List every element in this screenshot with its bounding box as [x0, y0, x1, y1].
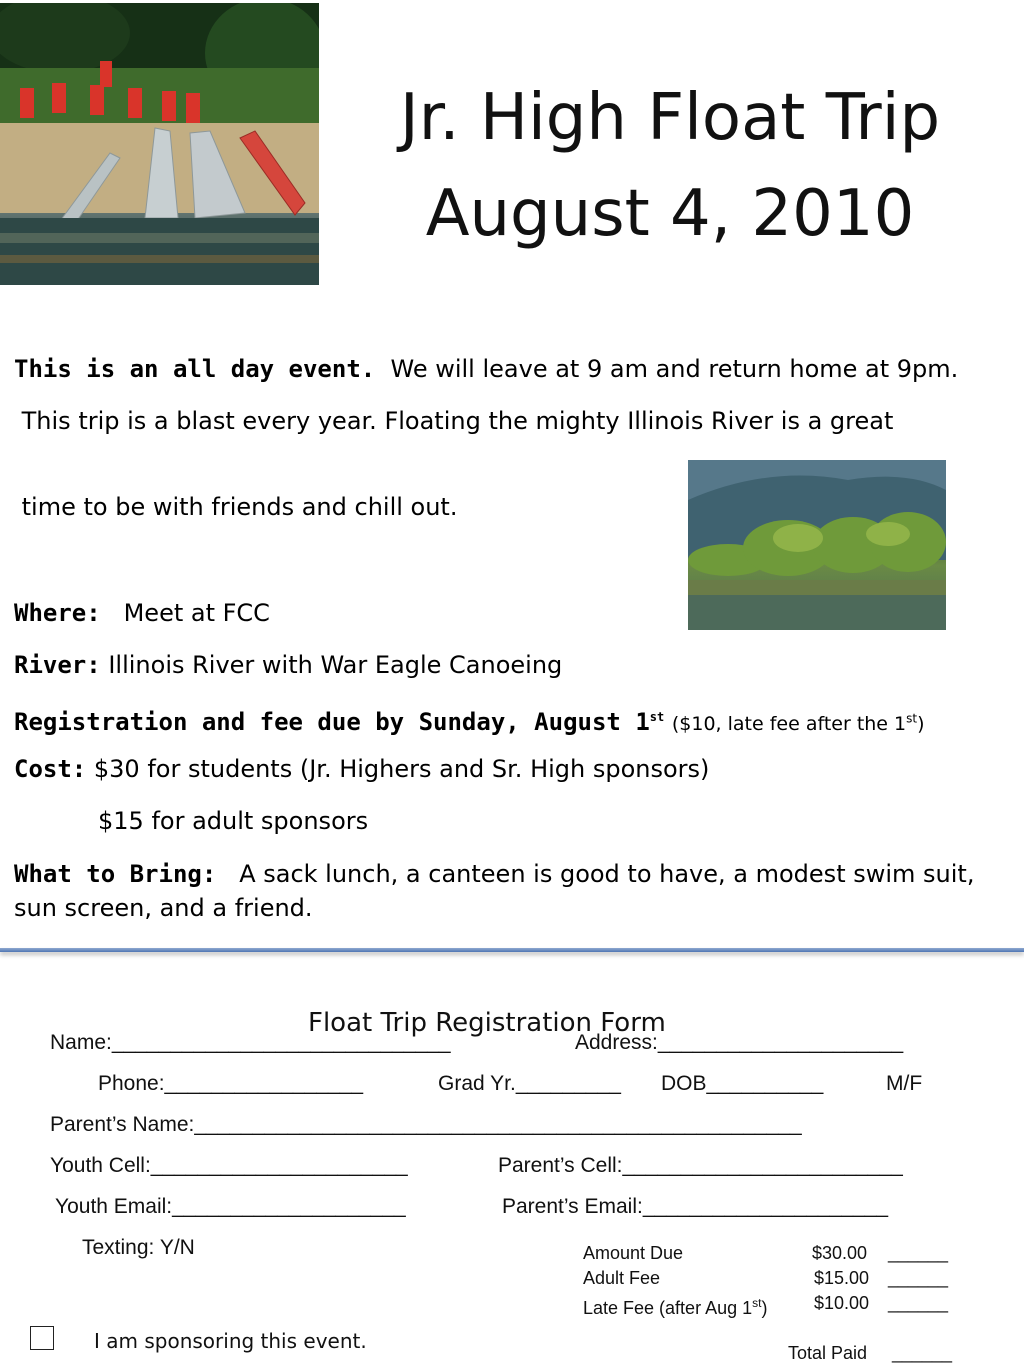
adult-fee-blank[interactable]: ______ [888, 1268, 949, 1288]
late-fee-sup: st [752, 1296, 762, 1310]
title-line-2: August 4, 2010 [425, 177, 915, 251]
intro-line-1 [14, 352, 1004, 386]
form-title: Float Trip Registration Form [308, 1008, 666, 1038]
intro-line-3-text: time to be with friends and chill out. [21, 493, 458, 521]
registration-label-text: Registration and fee due by Sunday, August 1 [14, 708, 650, 736]
section-divider [0, 948, 1024, 952]
where-value: Meet at FCC [123, 599, 270, 627]
bring-row [14, 857, 989, 925]
youth-email-field[interactable]: Youth Email:____________________ [55, 1195, 406, 1218]
amount-due-blank[interactable]: ______ [888, 1243, 949, 1263]
bring-value: A sack lunch, a canteen is good to have, a modest swim suit, sun screen, and a friend. [14, 860, 975, 922]
river-label: River: [14, 651, 101, 679]
grad-year-field[interactable]: Grad Yr._________ [438, 1072, 621, 1095]
river-row [14, 648, 1004, 682]
dob-field[interactable]: DOB__________ [661, 1072, 824, 1095]
registration-note-sup: st [906, 711, 918, 726]
page-title [350, 70, 990, 262]
late-fee-label [583, 1291, 767, 1321]
total-paid-blank[interactable]: ______ [892, 1343, 953, 1363]
intro-line-2 [14, 404, 944, 438]
intro-rest: We will leave at 9 am and return home at 9pm. [390, 355, 959, 383]
registration-note [672, 713, 925, 735]
sponsor-label: I am sponsoring this event. [94, 1329, 367, 1353]
phone-field[interactable]: Phone:_________________ [98, 1072, 364, 1095]
title-line-1: Jr. High Float Trip [399, 81, 941, 155]
amount-due-value: $30.00 [812, 1243, 868, 1263]
late-fee-value: $10.00 [814, 1293, 870, 1313]
parent-name-field[interactable]: Parent’s Name:____________________________________________________ [50, 1113, 802, 1136]
registration-sup: st [649, 710, 665, 724]
river-value: Illinois River with War Eagle Canoeing [108, 651, 563, 679]
parent-email-field[interactable]: Parent’s Email:_____________________ [502, 1195, 889, 1218]
late-fee-label-post: ) [761, 1298, 768, 1318]
registration-row [14, 700, 1004, 741]
texting-field[interactable]: Texting: Y/N [82, 1236, 195, 1259]
registration-label [14, 708, 664, 736]
bring-label: What to Bring: [14, 860, 217, 888]
registration-note-post: ) [917, 713, 925, 735]
intro-line-2-text: This trip is a blast every year. Floating the mighty Illinois River is a great [21, 407, 894, 435]
late-fee-blank[interactable]: ______ [888, 1293, 949, 1313]
late-fee-label-pre: Late Fee (after Aug 1 [583, 1298, 753, 1318]
where-row [14, 596, 1004, 630]
registration-note-pre: ($10, late fee after the 1 [671, 713, 907, 735]
parent-cell-field[interactable]: Parent’s Cell:________________________ [498, 1154, 903, 1177]
where-label: Where: [14, 599, 101, 627]
cost-value-1: $30 for students (Jr. Highers and Sr. High sponsors) [93, 755, 710, 783]
cost-row-2 [98, 804, 1024, 838]
address-field[interactable]: Address:_____________________ [575, 1031, 904, 1054]
cost-label: Cost: [14, 755, 87, 783]
sponsor-checkbox[interactable] [30, 1326, 54, 1350]
amount-due-label: Amount Due [583, 1243, 684, 1263]
gender-field[interactable]: M/F [886, 1072, 923, 1095]
intro-bold: This is an all day event. [14, 355, 376, 383]
cost-row [14, 752, 1004, 786]
adult-fee-value: $15.00 [814, 1268, 870, 1288]
total-paid-label: Total Paid [788, 1343, 868, 1363]
youth-cell-field[interactable]: Youth Cell:______________________ [50, 1154, 408, 1177]
canoes-on-beach-photo [0, 3, 319, 285]
adult-fee-label: Adult Fee [583, 1268, 661, 1288]
name-field[interactable]: Name:_____________________________ [50, 1031, 451, 1054]
cost-value-2: $15 for adult sponsors [98, 807, 369, 835]
